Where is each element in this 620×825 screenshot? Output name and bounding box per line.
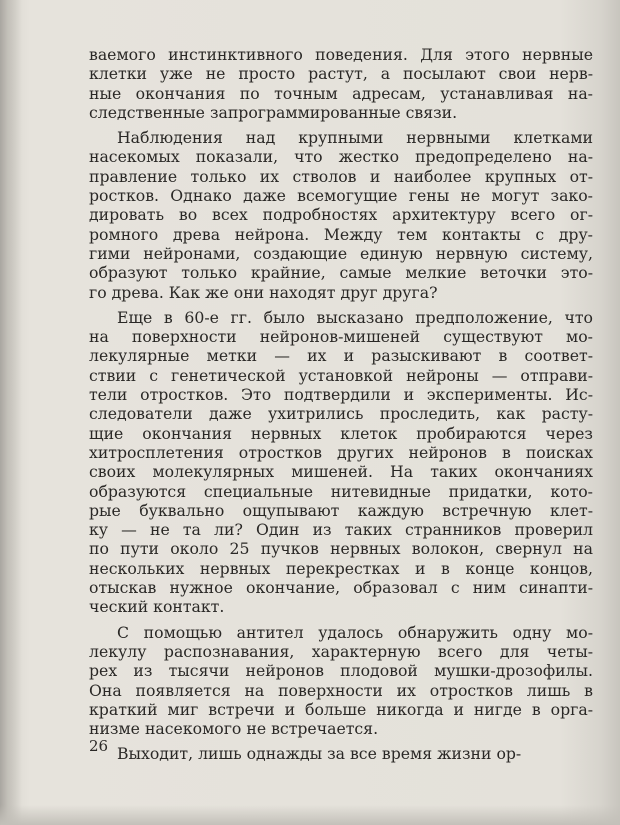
paragraph bbox=[89, 308, 593, 617]
text-line: на поверхности нейронов-мишеней существуют мо- bbox=[89, 327, 593, 347]
text-line: Выходит, лишь однажды за все время жизни ор- bbox=[117, 744, 522, 764]
text-line: го древа. Как же они находят друг друга? bbox=[89, 282, 438, 302]
text-line: отыскав нужное окончание, образовал с ним синапти- bbox=[89, 578, 593, 598]
text-line: дировать во всех подробностях архитектуру всего ог- bbox=[89, 205, 593, 225]
text-line: гими нейронами, создающие единую нервную систему, bbox=[89, 243, 593, 263]
spine-shadow bbox=[0, 0, 22, 825]
text-line: ку — не та ли? Один из таких странников проверил bbox=[89, 520, 593, 540]
text-line: ваемого инстинктивного поведения. Для этого нервные bbox=[89, 45, 593, 64]
text-line: по пути около 25 пучков нервных волокон, свернул на bbox=[89, 539, 593, 559]
text-line: следственные запрограммированные связи. bbox=[89, 102, 458, 122]
text-line: рех из тысячи нейронов плодовой мушки-дрозофилы. bbox=[89, 661, 593, 681]
paragraph bbox=[89, 744, 593, 763]
text-line: следователи даже ухитрились проследить, как расту- bbox=[89, 404, 593, 424]
text-line: ростков. Однако даже всемогущие гены не могут зако- bbox=[89, 186, 593, 206]
paragraph bbox=[89, 45, 593, 122]
text-line: насекомых показали, что жестко предопределено на- bbox=[89, 147, 593, 167]
text-line: ромного древа нейрона. Между тем контакты с дру- bbox=[89, 224, 593, 244]
text-line: тели отростков. Это подтвердили и эксперименты. Ис- bbox=[89, 385, 593, 405]
page-bottom-edge bbox=[0, 805, 620, 825]
text-line: своих молекулярных мишеней. На таких окончаниях bbox=[89, 462, 593, 482]
text-line: ные окончания по точным адресам, устанавливая на- bbox=[89, 83, 593, 103]
text-line: Наблюдения над крупными нервными клетками bbox=[117, 128, 593, 148]
text-line: правление только их стволов и наиболее крупных от- bbox=[89, 166, 593, 186]
text-line: Она появляется на поверхности их отростков лишь в bbox=[89, 680, 593, 700]
text-line: лекулярные метки — их и разыскивают в соответ- bbox=[89, 346, 593, 366]
text-line: лекулу распознавания, характерную всего для четы- bbox=[89, 641, 593, 661]
text-line: образуют только крайние, самые мелкие веточки это- bbox=[89, 263, 593, 283]
text-line: щие окончания нервных клеток пробираются через bbox=[89, 423, 593, 443]
text-line: ческий контакт. bbox=[89, 597, 225, 617]
text-line: Еще в 60-е гг. было высказано предположение, что bbox=[117, 307, 593, 327]
text-line: клетки уже не просто растут, а посылают свои нерв- bbox=[89, 64, 593, 84]
text-line: краткий миг встречи и больше никогда и нигде в орга- bbox=[89, 699, 593, 719]
text-line: С помощью антител удалось обнаружить одну мо- bbox=[117, 622, 593, 642]
text-line: рые буквально ощупывают каждую встречную клет- bbox=[89, 500, 593, 520]
page-number: 26 bbox=[89, 737, 109, 755]
text-line: ствии с генетической установкой нейроны — отправи- bbox=[89, 365, 593, 385]
paragraph bbox=[89, 623, 593, 739]
body-text bbox=[89, 45, 593, 764]
text-line: низме насекомого не встречается. bbox=[89, 719, 379, 739]
paragraph bbox=[89, 128, 593, 302]
text-line: нескольких нервных перекрестках и в конце концов, bbox=[89, 558, 593, 578]
text-line: хитросплетения отростков других нейронов в поисках bbox=[89, 442, 593, 462]
text-line: образуются специальные нитевидные придатки, кото- bbox=[89, 481, 593, 501]
